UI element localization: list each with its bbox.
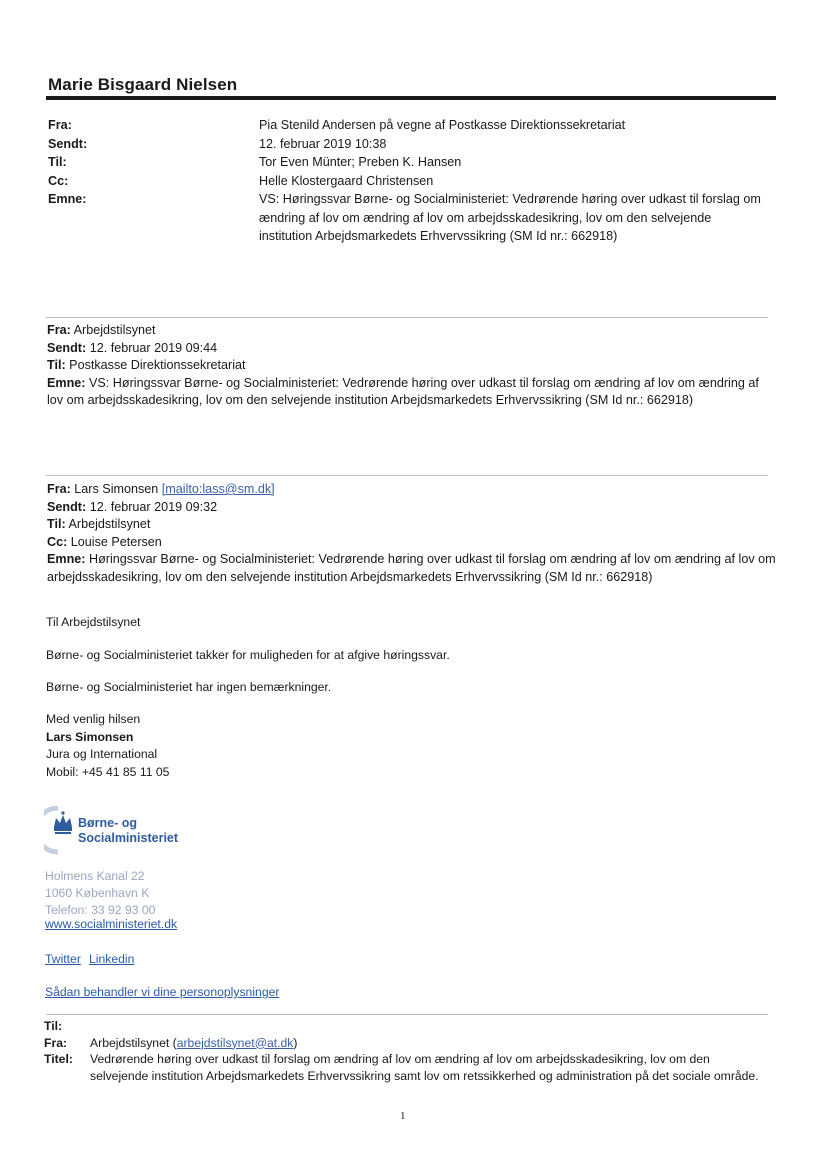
street: Holmens Kanal 22	[45, 869, 145, 883]
signature	[46, 711, 169, 781]
ministry-logo	[44, 806, 244, 856]
email-header	[48, 116, 768, 246]
greeting: Til Arbejdstilsynet	[46, 615, 141, 629]
closing: Med venlig hilsen	[46, 712, 141, 726]
header-label: Cc:	[48, 173, 69, 188]
fwd1-to: Til: Postkasse Direktionssekretariat	[47, 358, 246, 372]
header-value: VS: Høringssvar Børne- og Socialministeriet: Vedrørende høring over udkast til forslag om ændring af lov om ændring af lov om arbejdsskadesikring, lov om den selvejende institution Arbejdsmarkedets Erhvervssikring (SM Id nr.: 662918)	[259, 192, 761, 243]
fwd1-subject: Emne: VS: Høringssvar Børne- og Socialministeriet: Vedrørende høring over udkast til forslag om ændring af lov om ændring af lov om arbejdsskadesikring, lov om den selvejende institution Arbejdsmarkedets Erhvervssikring (SM Id nr.: 662918)	[47, 375, 759, 407]
privacy-link[interactable]: Sådan behandler vi dine personoplysninger	[45, 985, 280, 999]
footer-from: Fra: Arbejdstilsynet (arbejdstilsynet@at.dk)	[44, 1035, 298, 1050]
signer-name: Lars Simonsen	[46, 729, 134, 744]
fwd2-from: Fra: Lars Simonsen [mailto:lass@sm.dk]	[47, 482, 275, 496]
fwd1-from: Fra: Arbejdstilsynet	[47, 323, 156, 337]
mailto-link[interactable]: [mailto:lass@sm.dk]	[161, 482, 275, 496]
body-paragraph-1: Børne- og Socialministeriet takker for muligheden for at afgive høringssvar.	[46, 648, 450, 662]
header-label: Sendt:	[48, 136, 88, 151]
header-row-from	[48, 116, 768, 135]
crown-icon	[44, 806, 78, 856]
header-row-cc	[48, 172, 768, 191]
separator	[46, 317, 768, 318]
address-block	[45, 868, 155, 919]
fwd2-cc: Cc: Louise Petersen	[47, 534, 162, 549]
separator	[46, 475, 768, 476]
header-value: 12. februar 2019 10:38	[259, 136, 387, 151]
forward-block-2	[47, 481, 777, 586]
header-value: Helle Klostergaard Christensen	[259, 173, 434, 188]
mobile: Mobil: +45 41 85 11 05	[46, 764, 170, 779]
footer-title: Titel: Vedrørende høring over udkast til forslag om ændring af lov om ændring af lov om arbejdsskadesikring, lov om den selvejende institution Arbejdsmarkedets Erhvervssikring samt lov om retssikkerhed og administration på det sociale område.	[44, 1052, 759, 1083]
website-link[interactable]: www.socialministeriet.dk	[45, 917, 178, 931]
header-label: Emne:	[48, 192, 87, 206]
phone: Telefon: 33 92 93 00	[45, 903, 156, 917]
fwd2-subject: Emne: Høringssvar Børne- og Socialministeriet: Vedrørende høring over udkast til forslag om ændring af lov om ændring af lov om arbejdsskadesikring, lov om den selvejende institution Arbejdsmarkedets Erhvervssikring (SM Id nr.: 662918)	[47, 552, 776, 584]
fwd2-to: Til: Arbejdstilsynet	[47, 517, 151, 531]
separator	[46, 1014, 768, 1015]
department: Jura og International	[46, 747, 158, 761]
forward-block-1	[47, 322, 777, 410]
page-number: 1	[400, 1110, 406, 1122]
header-row-sent	[48, 135, 768, 154]
body-paragraph-2: Børne- og Socialministeriet har ingen bemærkninger.	[46, 680, 332, 694]
footer-block	[44, 1018, 774, 1084]
header-value: Tor Even Münter; Preben K. Hansen	[259, 155, 462, 169]
page-title: Marie Bisgaard Nielsen	[48, 75, 238, 94]
title-rule	[46, 96, 776, 100]
header-label: Til:	[48, 155, 67, 169]
header-value: Pia Stenild Andersen på vegne af Postkasse Direktionssekretariat	[259, 118, 626, 132]
logo-text: Børne- og Socialministeriet	[78, 816, 179, 845]
fwd2-sent: Sendt: 12. februar 2019 09:32	[47, 499, 218, 514]
header-label: Fra:	[48, 118, 72, 132]
city: 1060 København K	[45, 886, 150, 900]
header-row-to	[48, 153, 768, 172]
footer-to: Til:	[44, 1019, 63, 1033]
linkedin-link[interactable]: Linkedin	[89, 952, 135, 966]
email-link[interactable]: arbejdstilsynet@at.dk	[176, 1035, 294, 1050]
fwd1-sent: Sendt: 12. februar 2019 09:44	[47, 340, 218, 355]
twitter-link[interactable]: Twitter	[45, 952, 81, 966]
header-row-subject	[48, 190, 768, 246]
